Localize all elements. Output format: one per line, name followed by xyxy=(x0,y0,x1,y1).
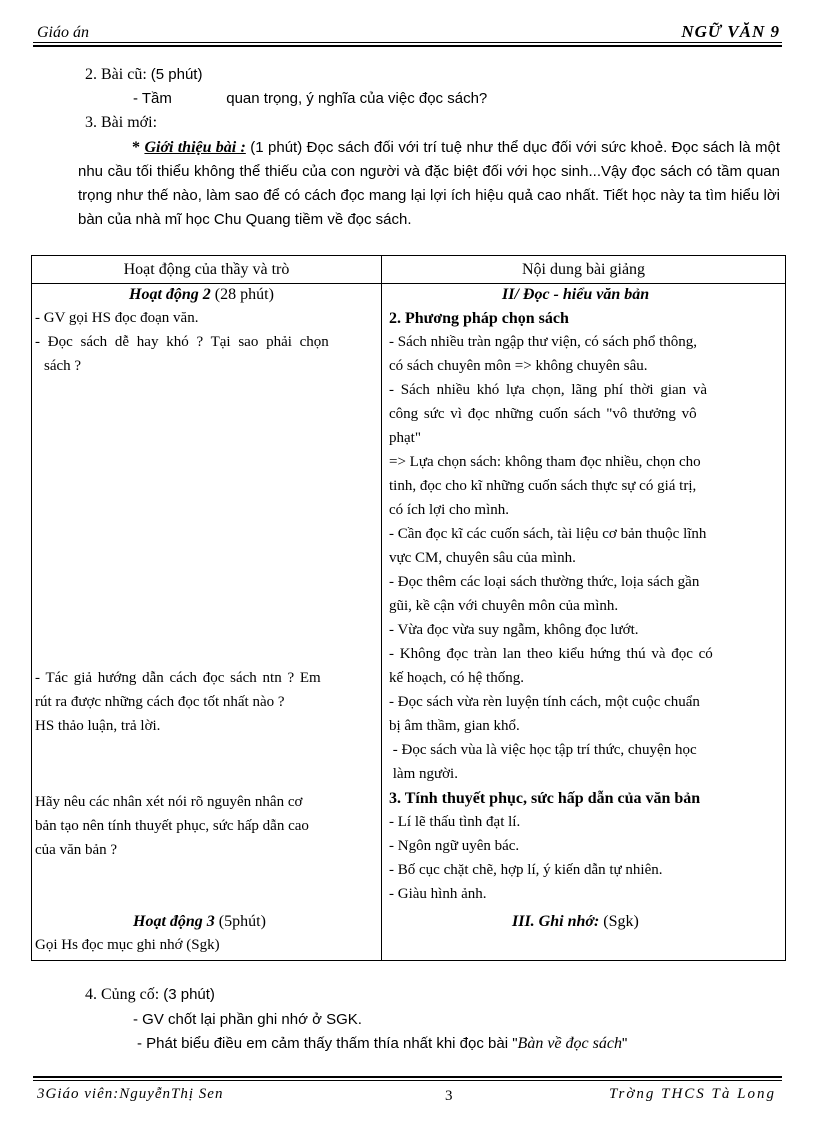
right-line: có sách chuyên môn => không chuyên sâu. xyxy=(389,358,648,374)
footer-rule-thick xyxy=(33,1076,782,1078)
intro-label: Giới thiệu bài : xyxy=(144,139,246,156)
left-line: Hãy nêu các nhân xét nói rõ nguyên nhân cơ xyxy=(35,794,303,810)
right-line: làm người. xyxy=(389,766,458,782)
section3-intro xyxy=(78,136,780,232)
left-line: bản tạo nên tính thuyết phục, sức hấp dẫn cao xyxy=(35,818,309,834)
col-header-content: Nội dung bài giảng xyxy=(382,256,786,284)
sec2-title: II/ Đọc - hiểu văn bản xyxy=(502,286,650,303)
right-line: có ích lợi cho mình. xyxy=(389,502,509,518)
right-line: => Lựa chọn sách: không tham đọc nhiều, chọn cho xyxy=(389,454,701,470)
right-line: - Ngôn ngữ uyên bác. xyxy=(389,838,520,854)
intro-star: * xyxy=(132,139,140,156)
section2-heading-line xyxy=(85,66,202,84)
content-cell xyxy=(382,284,786,961)
left-line: rút ra được những cách đọc tốt nhất nào ? xyxy=(35,694,285,710)
right-line: - Sách nhiều tràn ngập thư viện, có sách phổ thông, xyxy=(389,334,698,350)
right-line: - Đọc sách vùa là việc học tập trí thức, chuyện học xyxy=(389,742,697,758)
left-line: - Tác giả hướng dẫn cách đọc sách ntn ? Em xyxy=(35,670,321,686)
header-rule xyxy=(33,42,782,43)
section2-item-b: quan trọng, ý nghĩa của việc đọc sách? xyxy=(226,90,488,107)
section4-heading-line xyxy=(85,986,215,1004)
header-right: NGỮ VĂN 9 xyxy=(681,22,780,41)
right-line: - Cần đọc kĩ các cuốn sách, tài liệu cơ bản thuộc lĩnh xyxy=(389,526,707,542)
section2-item-a: - Tầm xyxy=(133,90,172,107)
section4-time: (3 phút) xyxy=(163,986,215,1003)
footer-rule xyxy=(33,1080,782,1081)
p2-title: 2. Phương pháp chọn sách xyxy=(389,310,569,327)
section2-heading: 2. Bài cũ: xyxy=(85,66,147,83)
left-line: sách ? xyxy=(44,358,82,374)
footer-school: Trờng THCS Tà Long xyxy=(609,1086,776,1102)
right-line: - Vừa đọc vừa suy ngẫm, không đọc lướt. xyxy=(389,622,639,638)
activities-cell xyxy=(32,284,382,961)
book-title: Bàn về đọc sách xyxy=(517,1035,622,1052)
right-line: vực CM, chuyên sâu của mình. xyxy=(389,550,576,566)
section4-item2: - Phát biểu điều em cảm thấy thấm thía nhất khi đọc bài "Bàn về đọc sách" xyxy=(137,1035,628,1052)
right-line: bị âm thầm, gian khổ. xyxy=(389,718,520,734)
right-line: tinh, đọc cho kĩ những cuốn sách thực sự có giá trị, xyxy=(389,478,697,494)
lesson-table xyxy=(31,255,786,961)
section3-heading: 3. Bài mới: xyxy=(85,114,158,131)
right-line: - Không đọc tràn lan theo kiểu hứng thú và đọc có xyxy=(389,646,713,662)
right-line: - Giàu hình ảnh. xyxy=(389,886,487,902)
header-left: Giáo án xyxy=(37,24,89,41)
section4-heading: 4. Củng cố: xyxy=(85,986,160,1003)
right-line: công sức vì đọc những cuốn sách "vô thưởng vô xyxy=(389,406,697,422)
right-line: - Sách nhiều khó lựa chọn, lãng phí thời gian và xyxy=(389,382,708,398)
col-header-activities: Hoạt động của thầy và trò xyxy=(32,256,382,284)
section4-item1: - GV chốt lại phần ghi nhớ ở SGK. xyxy=(133,1011,362,1028)
section2-item xyxy=(133,90,487,107)
p4-title-line: III. Ghi nhớ: (Sgk) xyxy=(512,913,639,930)
right-line: - Đọc thêm các loại sách thường thức, loịa sách gần xyxy=(389,574,700,590)
header-rule-thick xyxy=(33,45,782,47)
left-line: của văn bản ? xyxy=(35,842,118,858)
p3-title: 3. Tính thuyết phục, sức hấp dẫn của văn bản xyxy=(389,790,701,807)
left-line: HS thảo luận, trả lời. xyxy=(35,718,161,734)
right-line: - Đọc sách vừa rèn luyện tính cách, một cuộc chuẩn xyxy=(389,694,700,710)
intro-text: (1 phút) Đọc sách đối với trí tuệ như thể dục đối với sức khoẻ. Đọc sách là một nhu cầu tối thiểu không thể thiếu của con người và đặc biệt đối với học sinh...Vậy đọc sách có tầm quan trọng như thế nào, làm sao để có cách đọc mang lại lợi ích hiệu quả cao nhất. Tiết học này ta tìm hiểu lời bàn của nhà mĩ học Chu Quang tiềm về đọc sách. xyxy=(78,139,781,228)
right-line: - Lí lẽ thấu tình đạt lí. xyxy=(389,814,521,830)
right-line: gũi, kề cận với chuyên môn của mình. xyxy=(389,598,619,614)
page-number: 3 xyxy=(445,1088,453,1104)
left-line: - GV gọi HS đọc đoạn văn. xyxy=(35,310,199,326)
right-line: - Bố cục chặt chẽ, hợp lí, ý kiến dẫn tự nhiên. xyxy=(389,862,663,878)
footer-teacher: 3Giáo viên:NguyễnThị Sen xyxy=(37,1086,224,1102)
right-line: phạt" xyxy=(389,430,421,446)
hd2-title-line: Hoạt động 2 (28 phút) xyxy=(129,286,274,303)
section2-time: (5 phút) xyxy=(150,66,203,83)
left-line: - Đọc sách dễ hay khó ? Tại sao phải chọn xyxy=(35,334,329,350)
right-line: kế hoạch, có hệ thống. xyxy=(389,670,524,686)
left-line: Gọi Hs đọc mục ghi nhớ (Sgk) xyxy=(35,937,220,953)
hd3-title-line: Hoạt động 3 (5phút) xyxy=(133,913,266,930)
